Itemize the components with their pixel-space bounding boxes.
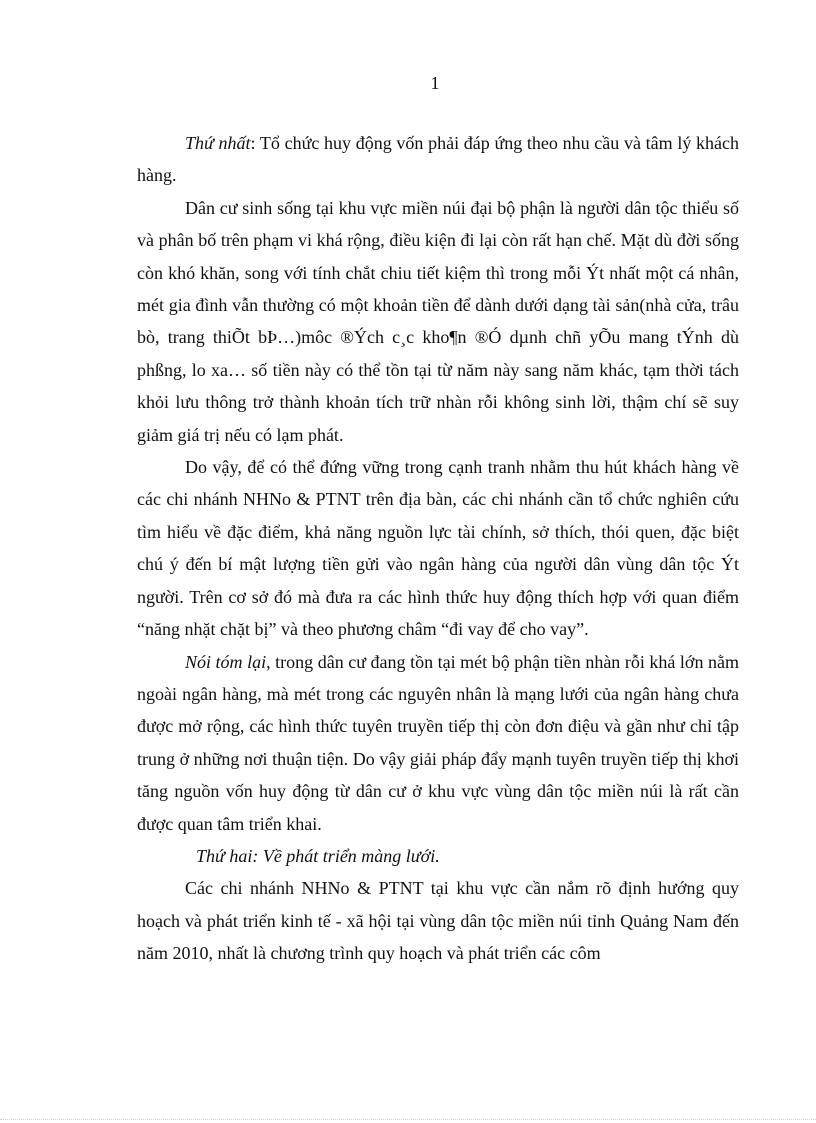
paragraph-text: trong dân cư đang tồn tại mét bộ phận tiền nhàn rỗi khá lớn nằm ngoài ngân hàng, mà mét trong các nguyên nhân là mạng lưới của ngân hàng chưa được mở rộng, các hình thức tuyên truyền tiếp thị còn đơn điệu và gần như chỉ tập trung ở những nơi thuận tiện. Do vậy giải pháp đẩy mạnh tuyên truyền tiếp thị khơi tăng nguồn vốn huy động từ dân cư ở khu vực vùng dân tộc miền núi là rất cần được quan tâm triển khai. — [137, 651, 739, 834]
subheading-thu-hai: Thứ hai: Về phát triển màng lưới. — [196, 845, 440, 866]
paragraph-cac-chi-nhanh — [137, 872, 739, 969]
paragraph-do-vay — [137, 451, 739, 645]
paragraph-lead-italic: Thứ nhất — [185, 133, 251, 153]
body-text — [137, 127, 739, 970]
paragraph-thu-nhat — [137, 127, 739, 192]
paragraph-dan-cu — [137, 192, 739, 451]
paragraph-text: Các chi nhánh NHNo & PTNT tại khu vực cần nắm rõ định hướng quy hoạch và phát triển kinh tế - xã hội tại vùng dân tộc miền núi tỉnh Quảng Nam đến năm 2010, nhất là chương trình quy hoạch và phát triển các côm — [137, 878, 739, 964]
paragraph-text: Dân cư sinh sống tại khu vực miền núi đại bộ phận là người dân tộc thiểu số và phân bố trên phạm vi khá rộng, điều kiện đi lại còn rất hạn chế. Mặt dù đời sống còn khó khăn, song với tính chắt chiu tiết kiệm thì trong mỗi Ýt nhất một cá nhân, mét gia đình vẫn thường có một khoản tiền để dành dưới dạng tài sản(nhà cửa, trâu bò, trang thiÕt bÞ…)môc ®Ých c¸c kho¶n ®Ó dµnh chñ yÕu mang tÝnh dù phßng, lo xa… số tiền này có thể tồn tại từ năm này sang năm khác, tạm thời tách khỏi lưu thông trở thành khoản tích trữ nhàn rỗi không sinh lời, thậm chí sẽ suy giảm giá trị nếu có lạm phát. — [137, 197, 739, 445]
paragraph-lead-italic: Nói tóm lại, — [185, 651, 271, 672]
page-number: 1 — [430, 73, 440, 93]
paragraph-text: : Tổ chức huy động vốn phải đáp ứng theo nhu cầu và tâm lý khách hàng. — [137, 133, 739, 186]
paragraph-noi-tom-lai — [137, 646, 739, 840]
page-bottom-rule — [0, 1119, 816, 1120]
paragraph-text: Do vậy, để có thể đứng vững trong cạnh tranh nhằm thu hút khách hàng về các chi nhánh NHNo & PTNT trên địa bàn, các chi nhánh cần tổ chức nghiên cứu tìm hiểu về đặc điểm, khả năng nguồn lực tài chính, sở thích, thói quen, đặc biệt chú ý đến bí mật lượng tiền gửi vào ngân hàng của người dân vùng dân tộc Ýt người. Trên cơ sở đó mà đưa ra các hình thức huy động thích hợp với quan điểm “năng nhặt chặt bị” và theo phương châm “đi vay để cho vay”. — [137, 457, 739, 640]
